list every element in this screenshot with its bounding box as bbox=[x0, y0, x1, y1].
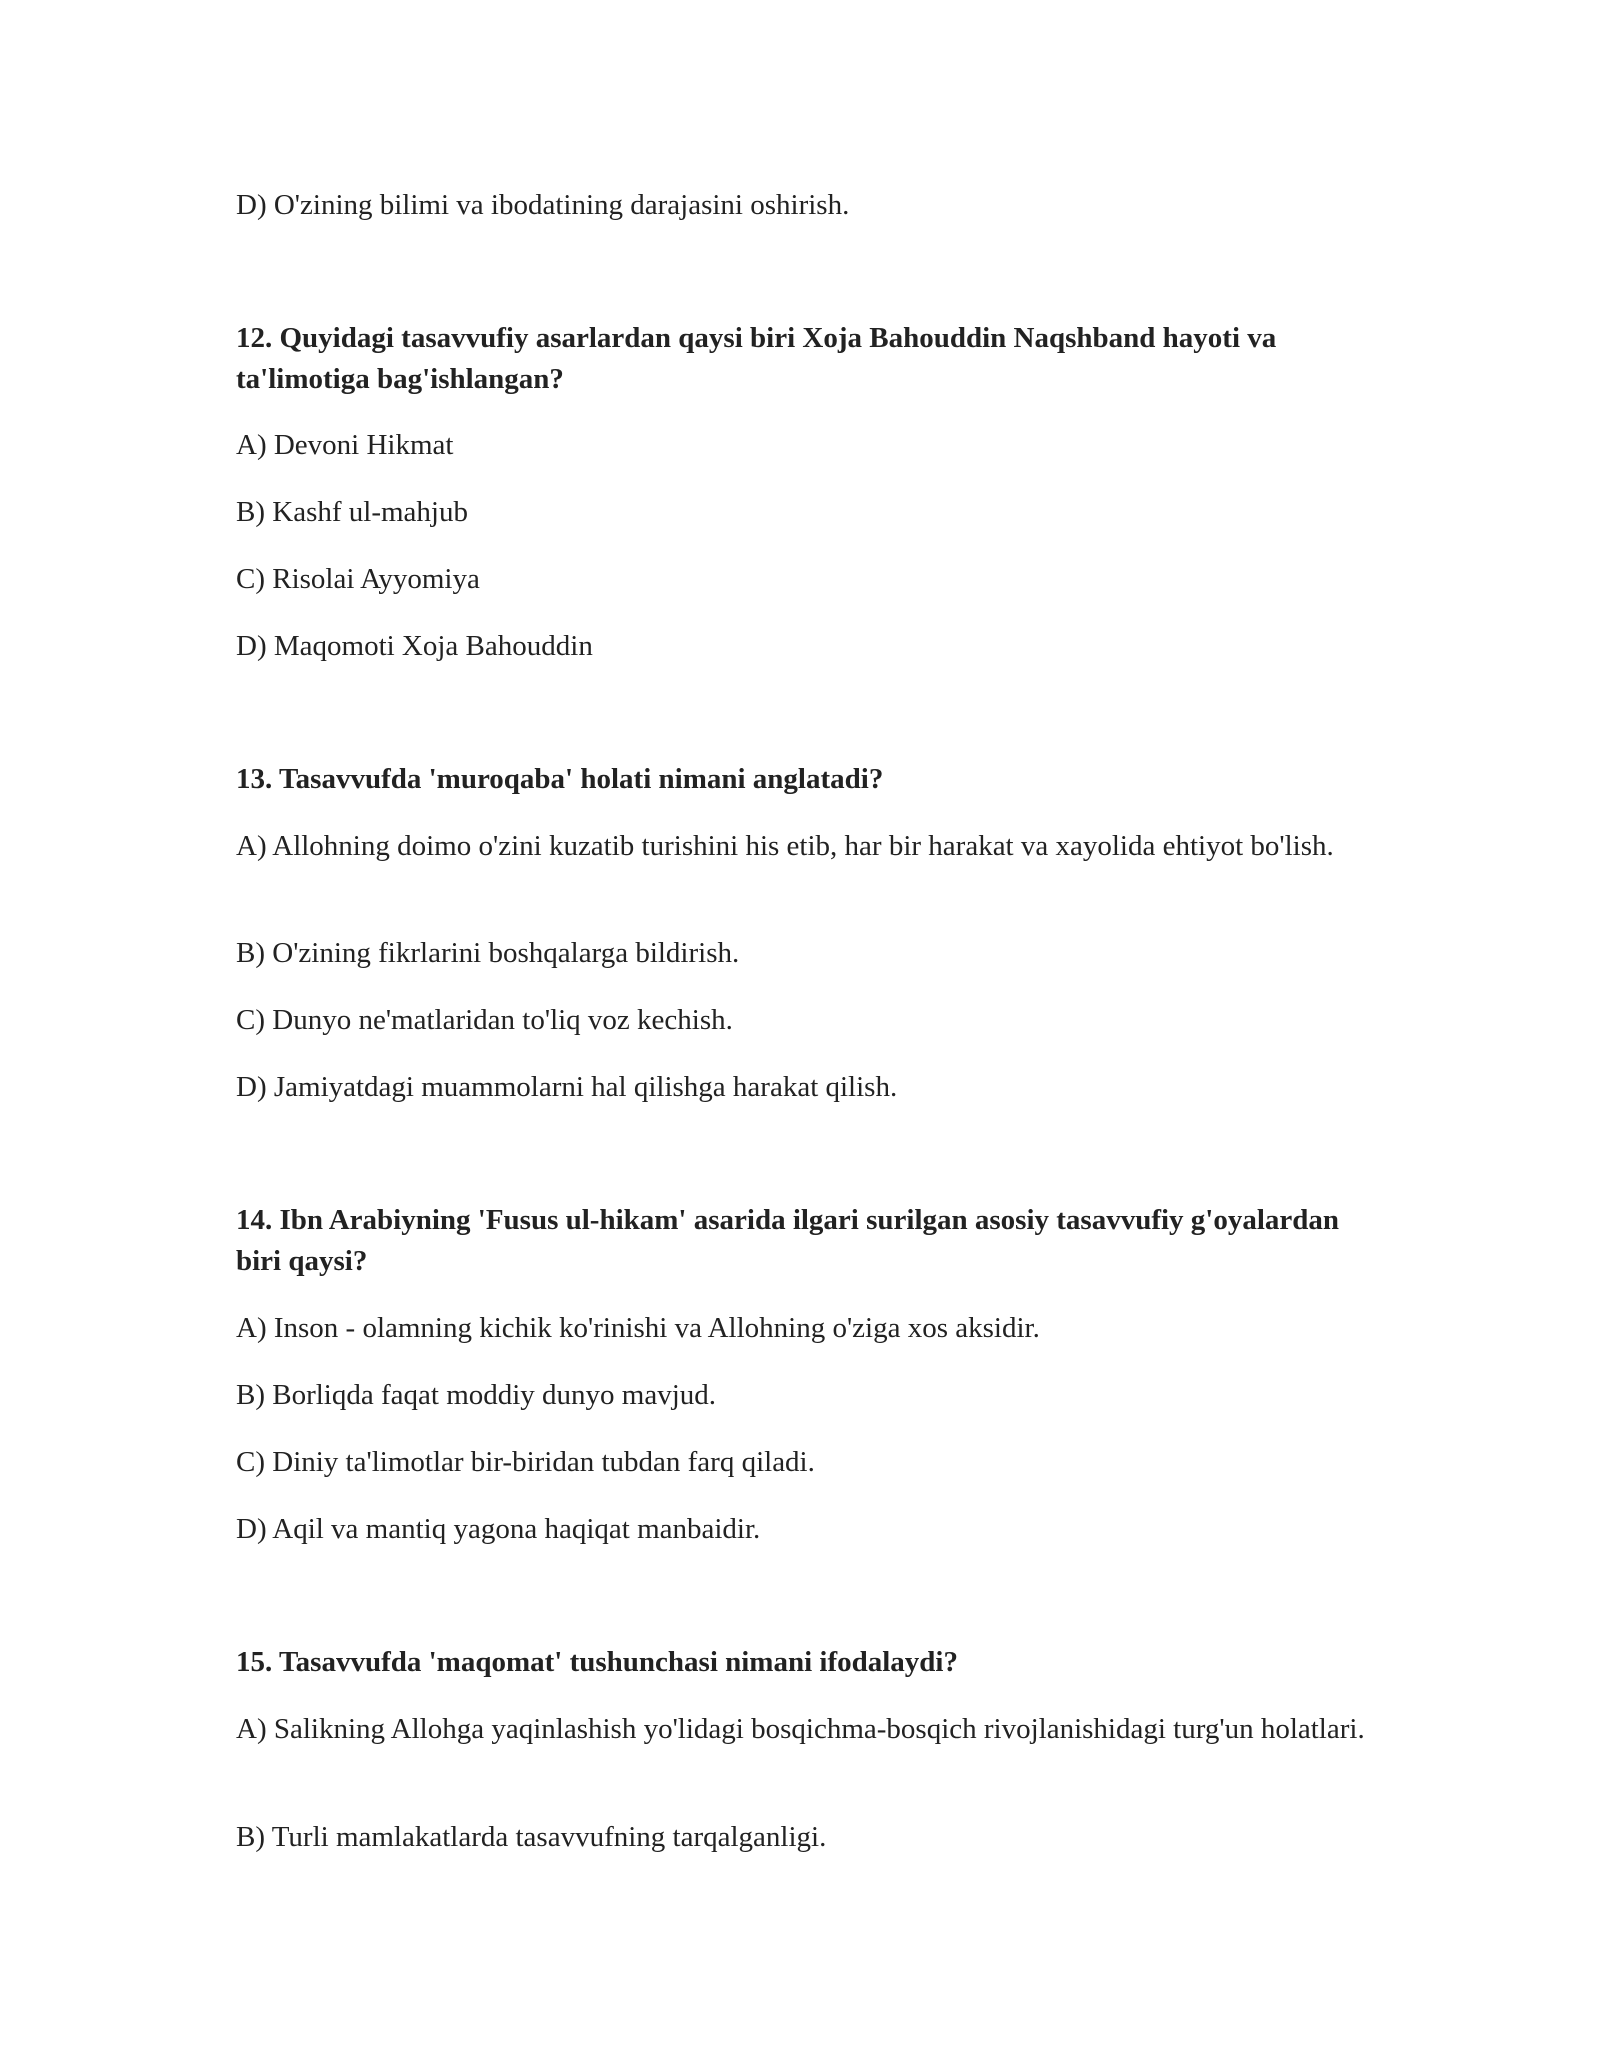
option-13-b: B) O'zining fikrlarini boshqalarga bildirish. bbox=[236, 937, 740, 969]
option-13-c: C) Dunyo ne'matlaridan to'liq voz kechish. bbox=[236, 1004, 733, 1036]
option-15-a: A) Salikning Allohga yaqinlashish yo'lidagi bosqichma-bosqich rivojlanishidagi turg'un holatlari. bbox=[236, 1713, 1365, 1745]
option-14-c: C) Diniy ta'limotlar bir-biridan tubdan farq qiladi. bbox=[236, 1446, 815, 1478]
question-14: 14. Ibn Arabiyning 'Fusus ul-hikam' asarida ilgari surilgan asosiy tasavvufiy g'oyalardan biri qaysi? bbox=[236, 1204, 1340, 1277]
question-12: 12. Quyidagi tasavvufiy asarlardan qaysi biri Xoja Bahouddin Naqshband hayoti va ta'limotiga bag'ishlangan? bbox=[236, 322, 1277, 395]
option-12-b: B) Kashf ul-mahjub bbox=[236, 496, 468, 528]
option-15-b: B) Turli mamlakatlarda tasavvufning tarqalganligi. bbox=[236, 1821, 827, 1853]
option-14-b: B) Borliqda faqat moddiy dunyo mavjud. bbox=[236, 1379, 717, 1411]
question-15: 15. Tasavvufda 'maqomat' tushunchasi nimani ifodalaydi? bbox=[236, 1646, 958, 1678]
question-13: 13. Tasavvufda 'muroqaba' holati nimani anglatadi? bbox=[236, 763, 884, 795]
option-12-d: D) Maqomoti Xoja Bahouddin bbox=[236, 630, 593, 662]
option-12-a: A) Devoni Hikmat bbox=[236, 429, 454, 461]
option-14-d: D) Aqil va mantiq yagona haqiqat manbaidir. bbox=[236, 1513, 761, 1545]
option-13-a: A) Allohning doimo o'zini kuzatib turishini his etib, har bir harakat va xayolida ehtiyot bo'lish. bbox=[236, 830, 1334, 862]
option-12-c: C) Risolai Ayyomiya bbox=[236, 563, 480, 595]
option-13-d: D) Jamiyatdagi muammolarni hal qilishga harakat qilish. bbox=[236, 1071, 898, 1103]
option-14-a: A) Inson - olamning kichik ko'rinishi va Allohning o'ziga xos aksidir. bbox=[236, 1312, 1040, 1344]
option-11-d: D) O'zining bilimi va ibodatining darajasini oshirish. bbox=[236, 189, 850, 221]
